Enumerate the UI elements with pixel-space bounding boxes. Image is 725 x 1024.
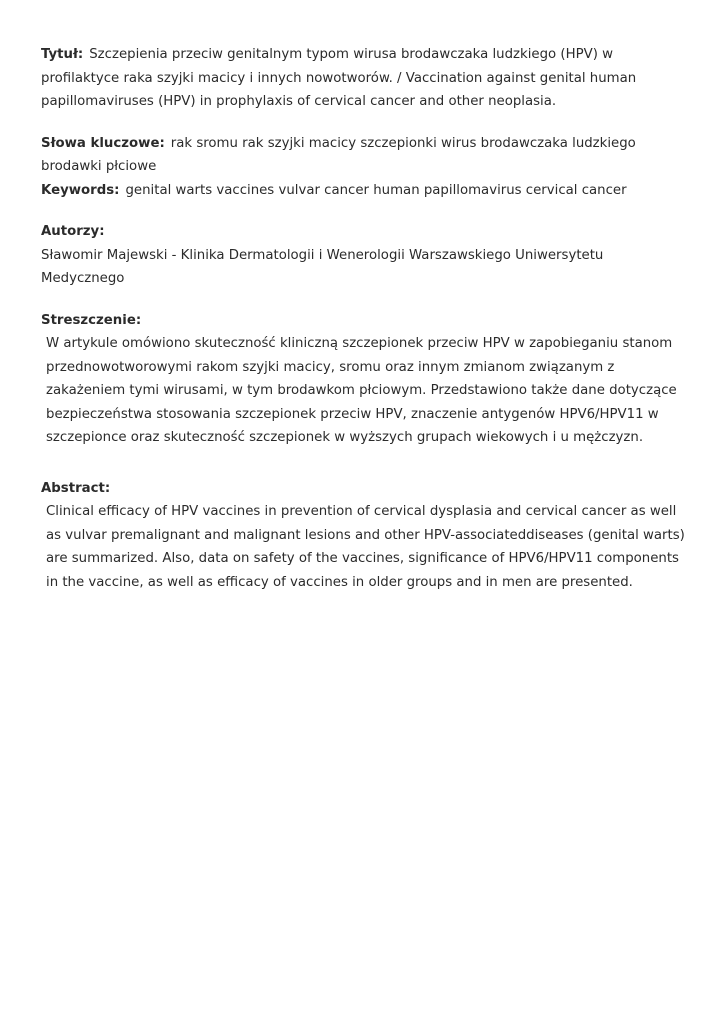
summary-pl-label: Streszczenie: xyxy=(41,312,142,328)
keywords-pl-text: rak sromu rak szyjki macicy szczepionki wirus brodawczaka ludzkiego brodawki płciowe xyxy=(41,135,636,174)
keywords-pl-section xyxy=(41,132,685,179)
authors-text: Sławomir Majewski - Klinika Dermatologii i Wenerologii Warszawskiego Uniwersytetu Medycznego xyxy=(41,247,604,286)
summary-pl-text: W artykule omówiono skuteczność kliniczną szczepionek przeciw HPV w zapobieganiu stanom przednowotworowymi rakom szyjki macicy, sromu oraz innym zmianom związanym z zakażeniem tymi wirusami, w tym brodawkom płciowym. Przedstawiono także dane dotyczące bezpieczeństwa stosowania szczepionek przeciw HPV, znaczenie antygenów HPV6/HPV11 w szczepionce oraz skuteczność szczepionek w wyższych grupach wiekowych i u mężczyzn. xyxy=(46,336,677,445)
authors-section xyxy=(41,220,685,291)
abstract-en-label: Abstract: xyxy=(41,480,111,496)
keywords-en-label: Keywords: xyxy=(41,182,120,198)
title-text: Szczepienia przeciw genitalnym typom wirusa brodawczaka ludzkiego (HPV) w profilaktyce raka szyjki macicy i innych nowotworów. / Vaccination against genital human papillomaviruses (HPV) in prophylaxis of cervical cancer and other neoplasia. xyxy=(41,47,637,109)
keywords-en-text: genital warts vaccines vulvar cancer human papillomavirus cervical cancer xyxy=(125,182,627,198)
abstract-en-text: Clinical efficacy of HPV vaccines in prevention of cervical dysplasia and cervical cancer as well as vulvar premalignant and malignant lesions and other HPV-associateddiseases (genital warts) are summarized. Also, data on safety of the vaccines, significance of HPV6/HPV11 components in the vaccine, as well as efficacy of vaccines in older groups and in men are presented. xyxy=(46,504,685,590)
authors-label: Autorzy: xyxy=(41,224,105,239)
summary-pl-section xyxy=(41,309,685,450)
title-label: Tytuł: xyxy=(41,47,84,62)
abstract-en-section xyxy=(41,477,685,595)
keywords-pl-label: Słowa kluczowe: xyxy=(41,135,165,151)
title-section xyxy=(41,43,685,114)
keywords-en-section xyxy=(41,179,685,203)
